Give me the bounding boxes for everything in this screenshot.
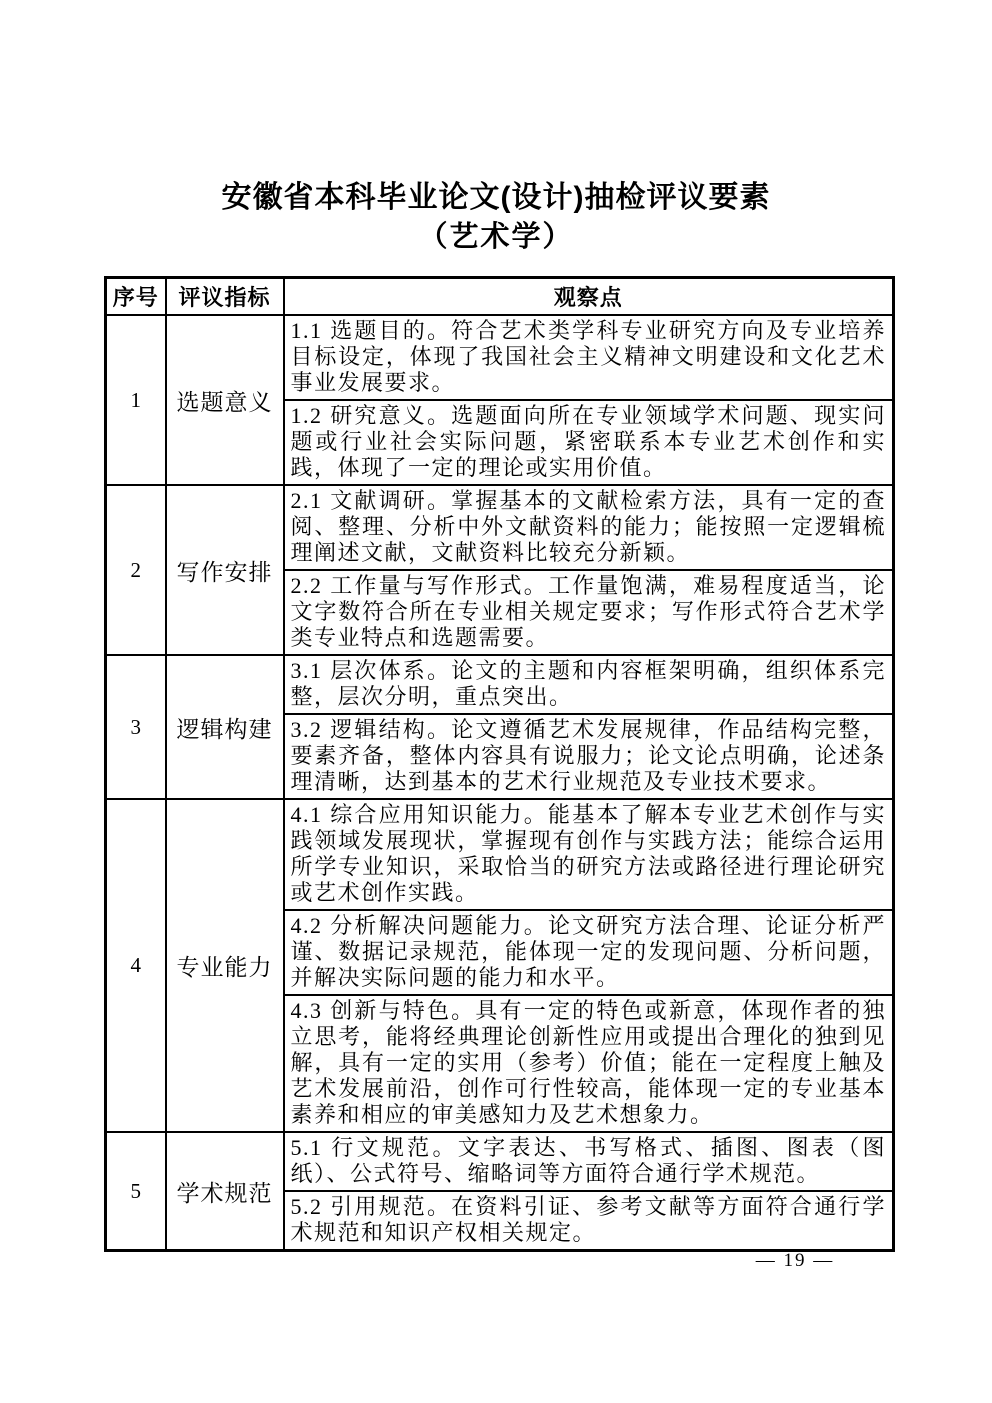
- table-header-row: [106, 278, 894, 316]
- table-row: [106, 655, 894, 714]
- seq-cell: 5: [106, 1132, 166, 1251]
- review-criteria-table: [104, 276, 895, 1252]
- observation-cell: 1.1 选题目的。符合艺术类学科专业研究方向及专业培养目标设定，体现了我国社会主义精神文明建设和文化艺术事业发展要求。: [284, 315, 894, 400]
- seq-cell: 4: [106, 799, 166, 1132]
- seq-cell: 3: [106, 655, 166, 799]
- observation-cell: 4.3 创新与特色。具有一定的特色或新意，体现作者的独立思考，能将经典理论创新性应用或提出合理化的独到见解，具有一定的实用（参考）价值；能在一定程度上触及艺术发展前沿，创作可行性较高，能体现一定的专业基本素养和相应的审美感知力及艺术想象力。: [284, 995, 894, 1132]
- table-row: [106, 799, 894, 910]
- observation-cell: 4.1 综合应用知识能力。能基本了解本专业艺术创作与实践领域发展现状，掌握现有创作与实践方法；能综合运用所学专业知识，采取恰当的研究方法或路径进行理论研究或艺术创作实践。: [284, 799, 894, 910]
- observation-cell: 2.2 工作量与写作形式。工作量饱满，难易程度适当，论文字数符合所在专业相关规定要求；写作形式符合艺术学类专业特点和选题需要。: [284, 570, 894, 655]
- page-title: 安徽省本科毕业论文(设计)抽检评议要素: [221, 181, 771, 214]
- table-row: [106, 315, 894, 400]
- observation-cell: 1.2 研究意义。选题面向所在专业领域学术问题、现实问题或行业社会实际问题，紧密联系本专业艺术创作和实践，体现了一定的理论或实用价值。: [284, 400, 894, 485]
- page-number: — 19 —: [755, 1250, 835, 1271]
- observation-cell: 2.1 文献调研。掌握基本的文献检索方法，具有一定的查阅、整理、分析中外文献资料的能力；能按照一定逻辑梳理阐述文献，文献资料比较充分新颖。: [284, 485, 894, 570]
- seq-cell: 2: [106, 485, 166, 655]
- page-subtitle: （艺术学）: [418, 221, 574, 253]
- table-row: [106, 1132, 894, 1191]
- observation-cell: 3.1 层次体系。论文的主题和内容框架明确，组织体系完整，层次分明，重点突出。: [284, 655, 894, 714]
- observation-cell: 5.2 引用规范。在资料引证、参考文献等方面符合通行学术规范和知识产权相关规定。: [284, 1191, 894, 1251]
- indicator-cell: 写作安排: [166, 485, 284, 655]
- indicator-cell: 专业能力: [166, 799, 284, 1132]
- table-row: [106, 485, 894, 570]
- indicator-cell: 逻辑构建: [166, 655, 284, 799]
- header-indicator: 评议指标: [166, 278, 284, 316]
- observation-cell: 5.1 行文规范。文字表达、书写格式、插图、图表（图纸）、公式符号、缩略词等方面符合通行学术规范。: [284, 1132, 894, 1191]
- header-observation: 观察点: [284, 278, 894, 316]
- seq-cell: 1: [106, 315, 166, 485]
- observation-cell: 4.2 分析解决问题能力。论文研究方法合理、论证分析严谨、数据记录规范，能体现一定的发现问题、分析问题，并解决实际问题的能力和水平。: [284, 910, 894, 995]
- observation-cell: 3.2 逻辑结构。论文遵循艺术发展规律，作品结构完整，要素齐备，整体内容具有说服力；论文论点明确，论述条理清晰，达到基本的艺术行业规范及专业技术要求。: [284, 714, 894, 799]
- indicator-cell: 学术规范: [166, 1132, 284, 1251]
- header-seq: 序号: [106, 278, 166, 316]
- indicator-cell: 选题意义: [166, 315, 284, 485]
